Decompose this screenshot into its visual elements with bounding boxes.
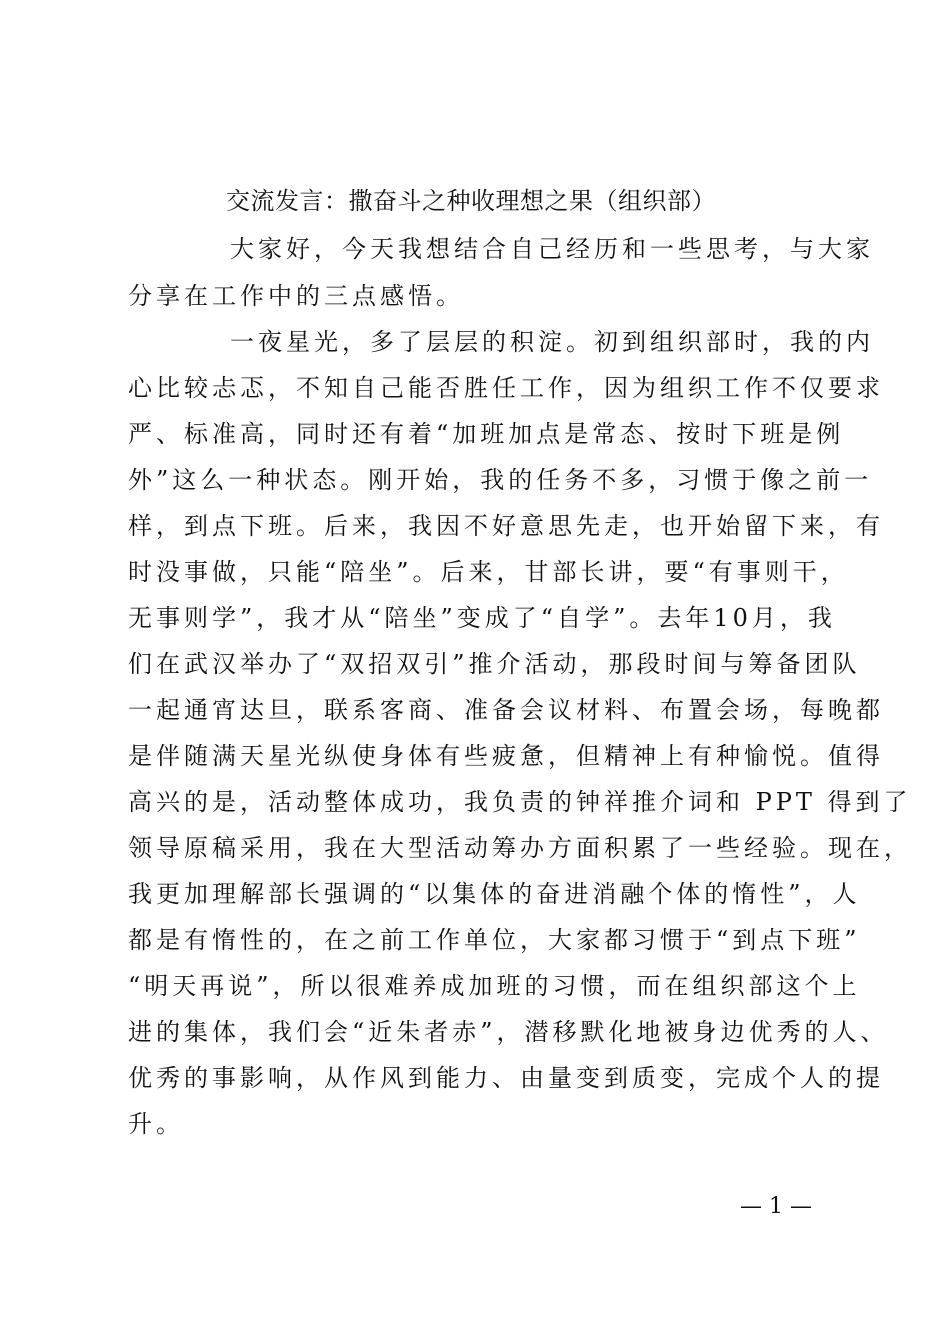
paragraph-2-line-17: 优秀的事影响，从作风到能力、由量变到质变，完成个人的提 — [128, 1064, 884, 1092]
paragraph-2-line-8: 们在武汉举办了“双招双引”推介活动，那段时间与筹备团队 — [128, 650, 861, 678]
paragraph-2-line-15: “明天再说”，所以很难养成加班的习惯，而在组织部这个上 — [128, 972, 861, 1000]
paragraph-2-line-18: 升。 — [128, 1110, 184, 1138]
page-number: — 1 — — [740, 1194, 812, 1219]
paragraph-2-line-2: 心比较忐忑，不知自己能否胜任工作，因为组织工作不仅要求 — [128, 374, 884, 402]
paragraph-1-line-2: 分享在工作中的三点感悟。 — [128, 282, 464, 310]
paragraph-2-line-7: 无事则学”，我才从“陪坐”变成了“自学”。去年10月，我 — [128, 604, 836, 632]
paragraph-2-line-1: 一夜星光，多了层层的积淀。初到组织部时，我的内 — [230, 328, 874, 356]
paragraph-2-line-3: 严、标准高，同时还有着“加班加点是常态、按时下班是例 — [128, 420, 845, 448]
paragraph-2-line-4: 外”这么一种状态。刚开始，我的任务不多，习惯于像之前一 — [128, 466, 873, 494]
paragraph-2-line-14: 都是有惰性的，在之前工作单位，大家都习惯于“到点下班” — [128, 926, 861, 954]
paragraph-2-line-5: 样，到点下班。后来，我因不好意思先走，也开始留下来，有 — [128, 512, 884, 540]
document-title: 交流发言：撒奋斗之种收理想之果（组织部） — [226, 187, 716, 215]
paragraph-2-line-16: 进的集体，我们会“近朱者赤”，潜移默化地被身边优秀的人、 — [128, 1018, 889, 1046]
paragraph-2-line-12: 领导原稿采用，我在大型活动筹办方面积累了一些经验。现在， — [128, 834, 912, 862]
paragraph-1-line-1: 大家好，今天我想结合自己经历和一些思考，与大家 — [230, 235, 874, 263]
paragraph-2-line-6: 时没事做，只能“陪坐”。后来，甘部长讲，要“有事则干， — [128, 558, 849, 586]
paragraph-2-line-13: 我更加理解部长强调的“以集体的奋进消融个体的惰性”，人 — [128, 880, 861, 908]
paragraph-2-line-10: 是伴随满天星光纵使身体有些疲惫，但精神上有种愉悦。值得 — [128, 742, 884, 770]
paragraph-2-line-11: 高兴的是，活动整体成功，我负责的钟祥推介词和 PPT 得到了 — [128, 788, 912, 816]
paragraph-2-line-9: 一起通宵达旦，联系客商、准备会议材料、布置会场，每晚都 — [128, 696, 884, 724]
